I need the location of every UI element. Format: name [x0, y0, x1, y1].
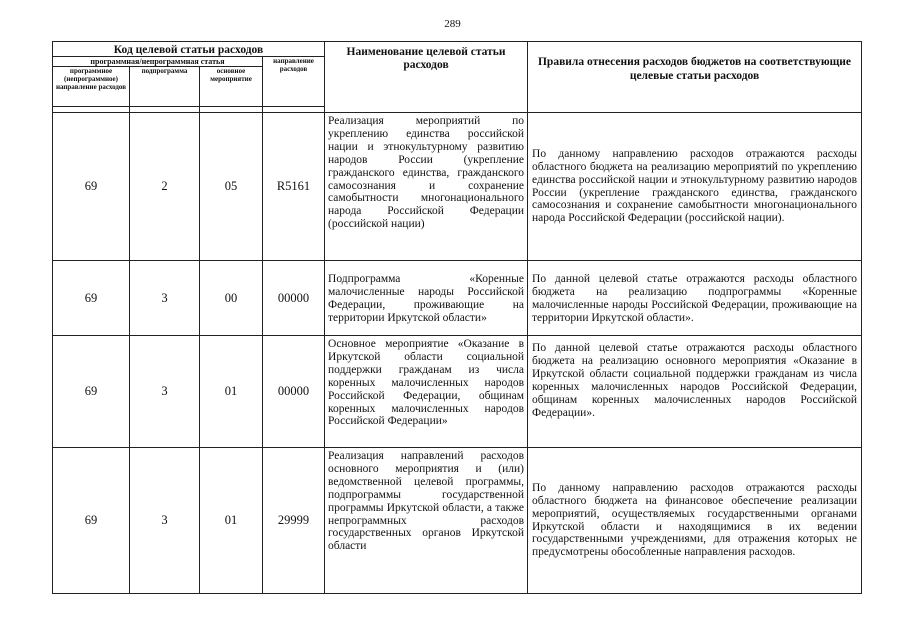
target-article-name: Реализация направлений расходов основного мероприятия и (или) ведомственной целевой программы, подпрограммы государственной программы Иркутской области, а также непрограммных расходов государственных органов Иркутской области: [325, 448, 528, 594]
page-number: 289: [444, 18, 461, 30]
allocation-rules: По данной целевой статье отражаются расходы областного бюджета на реализацию подпрограммы «Коренные малочисленные народы Российской Федерации, проживающие на территории Иркутской области».: [528, 261, 862, 336]
program-code: 69: [53, 261, 130, 336]
code-title-header: Код целевой статьи расходов: [53, 42, 325, 57]
budget-table: [52, 41, 862, 594]
allocation-rules: По данной целевой статье отражаются расходы областного бюджета на реализацию основного мероприятия «Оказание в Иркутской области социальной поддержки гражданам из числа коренных малочисленных народов Российской Федерации, общинам коренных малочисленных народов Российской Федерации».: [528, 336, 862, 448]
table-row: [53, 448, 862, 594]
main-event-code: 01: [200, 448, 263, 594]
table-row: [53, 336, 862, 448]
direction-code: 00000: [263, 336, 325, 448]
program-column-header: программное (непрограммное) направление расходов: [53, 67, 130, 107]
subprogram-code: 3: [130, 261, 200, 336]
table-row: [53, 261, 862, 336]
target-article-name: Основное мероприятие «Оказание в Иркутской области социальной поддержки гражданам из числа коренных малочисленных народов Российской Федерации, общинам коренных малочисленных народов Российской Федерации»: [325, 336, 528, 448]
direction-column-header: направление расходов: [263, 57, 325, 107]
direction-code: 00000: [263, 261, 325, 336]
subprogram-code: 3: [130, 336, 200, 448]
rules-column-header: Правила отнесения расходов бюджетов на соответствующие целевые статьи расходов: [528, 42, 862, 113]
name-column-header: Наименование целевой статьи расходов: [325, 42, 528, 113]
main-event-code: 00: [200, 261, 263, 336]
target-article-name: Реализация мероприятий по укреплению единства российской нации и этнокультурному развитию народов России (укрепление гражданского единства, гражданского самосознания и сохранение самобытности многонационального народа Российской Федерации (российской нации): [325, 113, 528, 261]
program-group-header: программная/непрограммная статья: [53, 57, 263, 67]
target-article-name: Подпрограмма «Коренные малочисленные народы Российской Федерации, проживающие на территории Иркутской области»: [325, 261, 528, 336]
subprogram-column-header: подпрограмма: [130, 67, 200, 107]
main-event-code: 05: [200, 113, 263, 261]
direction-code: R5161: [263, 113, 325, 261]
program-code: 69: [53, 336, 130, 448]
allocation-rules: По данному направлению расходов отражаются расходы областного бюджета на реализацию мероприятий по укреплению единства российской нации и этнокультурному развитию народов России (укрепление гражданского единства, гражданского самосознания и сохранение самобытности многонационального народа Российской Федерации (российской нации).: [528, 113, 862, 261]
header-row-1: [53, 42, 862, 57]
main-event-code: 01: [200, 336, 263, 448]
subprogram-code: 2: [130, 113, 200, 261]
table-row: [53, 113, 862, 261]
subprogram-code: 3: [130, 448, 200, 594]
main-event-column-header: основное мероприятие: [200, 67, 263, 107]
program-code: 69: [53, 448, 130, 594]
allocation-rules: По данному направлению расходов отражаются расходы областного бюджета на финансовое обеспечение реализации мероприятий, осуществляемых государственными органами Иркутской области и находящимися в их ведении государственными учреждениями, для отражения которых не предусмотрены обособленные направления расходов.: [528, 448, 862, 594]
program-code: 69: [53, 113, 130, 261]
direction-code: 29999: [263, 448, 325, 594]
